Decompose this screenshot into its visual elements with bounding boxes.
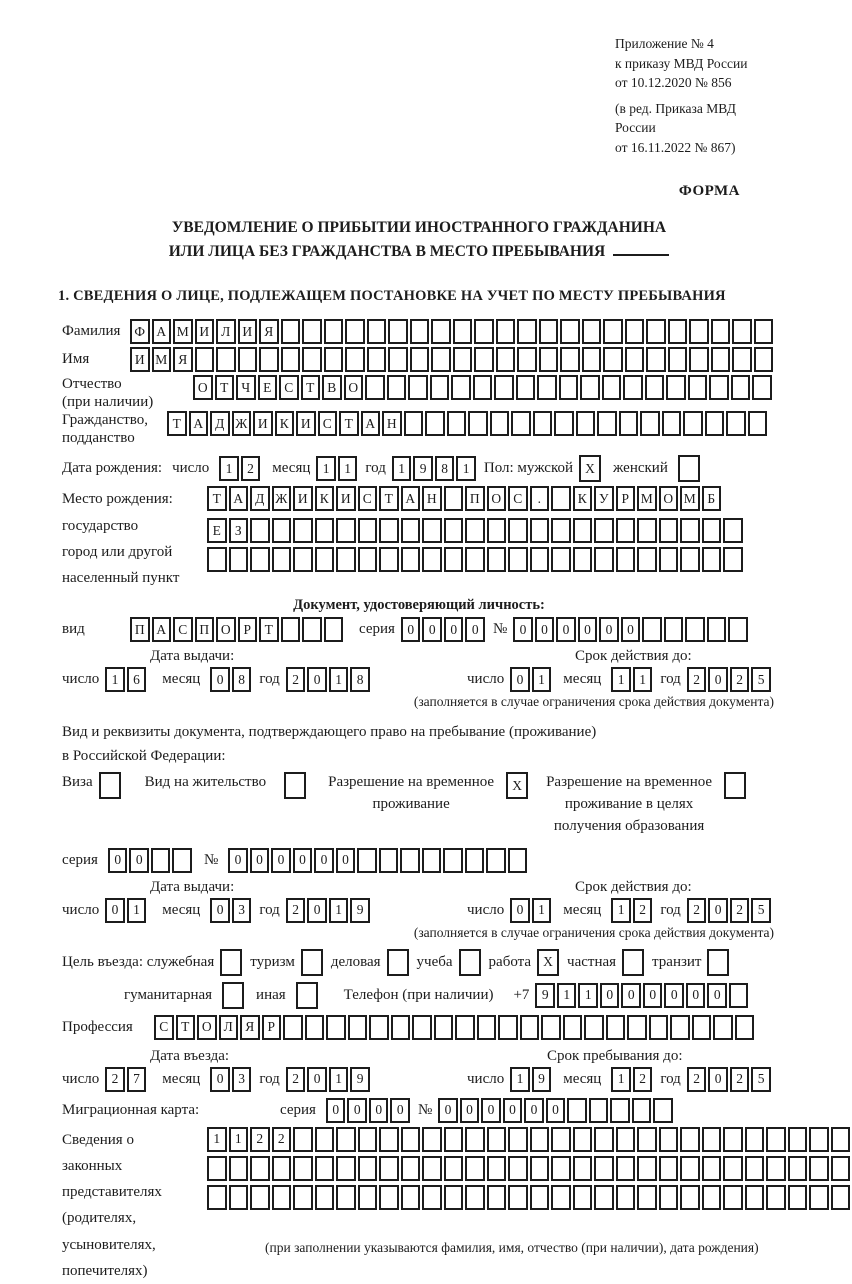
migration-number-input[interactable]: 0 0 0 0 0 0 <box>438 1098 675 1123</box>
stay-month-label: месяц <box>563 1070 602 1087</box>
residence-permit-checkbox[interactable] <box>284 772 308 799</box>
doc-kind-input[interactable]: П А С П О Р Т <box>130 617 345 642</box>
form-title-line2: ИЛИ ЛИЦА БЕЗ ГРАЖДАНСТВА В МЕСТО ПРЕБЫВАНИЯ <box>62 240 776 264</box>
doc-valid-date-block <box>407 648 773 692</box>
representatives-row2[interactable] <box>207 1156 852 1181</box>
temp-residence-label: Разрешение на временное проживание <box>328 774 495 813</box>
purpose-tourism-checkbox[interactable] <box>301 949 325 976</box>
stay-day-label: число <box>467 1070 505 1087</box>
birth-day-input[interactable]: 1 2 <box>219 456 262 481</box>
residence-doc-options <box>62 772 776 837</box>
phone-input[interactable]: 9 1 1 0 0 0 0 0 0 <box>535 983 750 1008</box>
birth-place-inputs <box>207 486 745 591</box>
purpose-study-label: учеба <box>416 953 453 970</box>
revision-line: (в ред. Приказа МВД России <box>615 100 736 136</box>
stay-month-input[interactable]: 1 2 <box>611 1067 654 1092</box>
purpose-work-label: работа <box>488 953 532 970</box>
doc-issue-date-block <box>62 648 407 692</box>
stay-until-heading: Срок пребывания до: <box>547 1047 683 1064</box>
purpose-humanitarian-label: гуманитарная <box>124 986 213 1003</box>
birth-year-input[interactable]: 1 9 8 1 <box>392 456 478 481</box>
visa-checkbox[interactable] <box>99 772 123 799</box>
temp-residence-option <box>328 772 530 816</box>
migration-card-label: Миграционная карта: <box>62 1101 200 1118</box>
r-valid-day-label: число <box>467 901 505 918</box>
appendix-line: от 10.12.2020 № 856 <box>615 75 732 91</box>
issue-year-label: год <box>259 671 280 688</box>
entry-year-label: год <box>259 1070 280 1087</box>
purpose-other-label: иная <box>256 986 286 1003</box>
purpose-private-checkbox[interactable] <box>622 949 646 976</box>
title-blank-underline <box>613 242 669 256</box>
patronymic-input[interactable]: О Т Ч Е С Т В О <box>193 375 774 400</box>
representatives-inputs <box>207 1127 852 1284</box>
residence-issue-date-block <box>62 879 407 923</box>
doc-issue-heading: Дата выдачи: <box>150 648 235 665</box>
sex-female-label: женский <box>613 460 668 477</box>
revision-line: от 16.11.2022 № 867) <box>615 139 736 155</box>
issue-month-label: месяц <box>162 671 201 688</box>
profession-label: Профессия <box>62 1018 133 1035</box>
residence-valid-year-input[interactable]: 2 0 2 5 <box>687 898 773 923</box>
residence-number-label: № <box>203 851 219 868</box>
entry-date-block <box>62 1048 407 1092</box>
stay-until-block <box>407 1048 773 1092</box>
r-issue-day-label: число <box>62 901 100 918</box>
birth-day-label: число <box>172 460 210 477</box>
residence-issue-year-input[interactable]: 2 0 1 9 <box>286 898 372 923</box>
entry-day-label: число <box>62 1070 100 1087</box>
purpose-tourism-label: туризм <box>250 953 295 970</box>
doc-issue-year-input[interactable]: 2 0 1 8 <box>286 667 372 692</box>
sex-male-checkbox[interactable]: X <box>579 455 603 482</box>
migration-series-label: серия <box>280 1101 316 1118</box>
identity-doc-heading: Документ, удостоверяющий личность: <box>293 597 545 614</box>
entry-month-label: месяц <box>162 1070 201 1087</box>
purpose-business-checkbox[interactable] <box>387 949 411 976</box>
sex-male-label: Пол: мужской <box>483 460 574 477</box>
migration-number-label: № <box>417 1101 433 1118</box>
citizenship-input[interactable]: Т А Д Ж И К И С Т А Н <box>167 411 769 436</box>
name-input[interactable]: И М Я <box>130 347 775 372</box>
residence-number-input[interactable]: 0 0 0 0 0 0 <box>228 848 529 873</box>
entry-month-input[interactable]: 0 3 <box>210 1067 253 1092</box>
sex-female-checkbox[interactable] <box>678 455 702 482</box>
visa-label: Виза <box>62 774 93 791</box>
valid-year-label: год <box>660 671 681 688</box>
valid-month-label: месяц <box>563 671 602 688</box>
doc-issue-day-input[interactable]: 1 6 <box>105 667 148 692</box>
residence-issue-day-input[interactable]: 0 1 <box>105 898 148 923</box>
birth-month-label: месяц <box>272 460 311 477</box>
form-title <box>62 216 776 264</box>
appendix-line: к приказу МВД России <box>615 55 748 71</box>
residence-doc-heading: Вид и реквизиты документа, подтверждающего право на пребывание (проживание) в Российской Федерации: <box>62 724 597 765</box>
birth-date-label: Дата рождения: <box>62 460 163 477</box>
representatives-row3[interactable] <box>207 1185 852 1210</box>
birth-place-row3[interactable] <box>207 547 745 572</box>
residence-issue-heading: Дата выдачи: <box>150 878 235 895</box>
phone-prefix: +7 <box>513 986 530 1003</box>
purpose-transit-checkbox[interactable] <box>707 949 731 976</box>
appendix-block <box>615 34 776 157</box>
purpose-business-label: деловая <box>330 953 381 970</box>
temp-residence-edu-label: Разрешение на временное проживание в целях получения образования <box>546 774 713 834</box>
stay-year-input[interactable]: 2 0 2 5 <box>687 1067 773 1092</box>
doc-valid-day-input[interactable]: 0 1 <box>510 667 553 692</box>
r-issue-month-label: месяц <box>162 901 201 918</box>
purpose-study-checkbox[interactable] <box>459 949 483 976</box>
entry-date-heading: Дата въезда: <box>150 1047 230 1064</box>
residence-issue-month-input[interactable]: 0 3 <box>210 898 253 923</box>
birth-year-label: год <box>365 460 386 477</box>
citizenship-label: Гражданство, подданство <box>62 412 149 447</box>
entry-year-input[interactable]: 2 0 1 9 <box>286 1067 372 1092</box>
residence-valid-heading: Срок действия до: <box>575 878 692 895</box>
residence-valid-note: (заполняется в случае ограничения срока действия документа) <box>413 924 774 940</box>
doc-series-input[interactable]: 0 0 0 0 <box>401 617 487 642</box>
entry-day-input[interactable]: 2 7 <box>105 1067 148 1092</box>
doc-number-label: № <box>492 621 508 638</box>
appendix-line: Приложение № 4 <box>615 36 714 51</box>
doc-kind-label: вид <box>62 621 85 638</box>
patronymic-label: Отчество (при наличии) <box>62 376 154 411</box>
residence-valid-date-block <box>407 879 773 923</box>
doc-series-label: серия <box>359 621 395 638</box>
residence-valid-day-input[interactable]: 0 1 <box>510 898 553 923</box>
residence-permit-label: Вид на жительство <box>144 774 267 791</box>
doc-valid-heading: Срок действия до: <box>575 648 692 665</box>
doc-issue-month-input[interactable]: 0 8 <box>210 667 253 692</box>
purpose-other-checkbox[interactable] <box>296 982 320 1009</box>
r-valid-month-label: месяц <box>563 901 602 918</box>
form-title-line1: УВЕДОМЛЕНИЕ О ПРИБЫТИИ ИНОСТРАННОГО ГРАЖДАНИНА <box>171 219 667 237</box>
r-issue-year-label: год <box>259 901 280 918</box>
doc-valid-year-input[interactable]: 2 0 2 5 <box>687 667 773 692</box>
doc-valid-month-input[interactable]: 1 1 <box>611 667 654 692</box>
representatives-label: Сведения о законных представителях (родителях, усыновителях, попечителях) <box>62 1131 162 1279</box>
temp-residence-checkbox[interactable]: X <box>506 772 530 799</box>
name-label: Имя <box>62 351 90 368</box>
valid-day-label: число <box>467 671 505 688</box>
migration-series-input[interactable]: 0 0 0 0 <box>326 1098 412 1123</box>
surname-label: Фамилия <box>62 323 121 340</box>
section1-title: 1. СВЕДЕНИЯ О ЛИЦЕ, ПОДЛЕЖАЩЕМ ПОСТАНОВКЕ НА УЧЕТ ПО МЕСТУ ПРЕБЫВАНИЯ <box>58 288 726 305</box>
residence-valid-month-input[interactable]: 1 2 <box>611 898 654 923</box>
residence-series-input[interactable]: 0 0 <box>108 848 194 873</box>
temp-residence-edu-checkbox[interactable] <box>724 772 748 799</box>
residence-permit-option <box>145 772 308 799</box>
profession-input[interactable]: С Т О Л Я Р <box>154 1015 756 1040</box>
temp-residence-edu-option <box>546 772 748 837</box>
representatives-row1[interactable]: 1 1 2 2 <box>207 1127 852 1152</box>
birth-month-input[interactable]: 1 1 <box>316 456 359 481</box>
surname-input[interactable]: Ф А М И Л И Я <box>130 319 775 344</box>
stay-year-label: год <box>660 1070 681 1087</box>
purpose-humanitarian-checkbox[interactable] <box>222 982 246 1009</box>
residence-series-label: серия <box>62 851 98 868</box>
purpose-private-label: частная <box>567 953 617 970</box>
issue-day-label: число <box>62 671 100 688</box>
phone-label: Телефон (при наличии) <box>343 986 494 1003</box>
doc-number-input[interactable]: 0 0 0 0 0 0 <box>513 617 750 642</box>
r-valid-year-label: год <box>660 901 681 918</box>
purpose-work-checkbox[interactable]: X <box>537 949 561 976</box>
purpose-official-checkbox[interactable] <box>220 949 244 976</box>
doc-valid-note: (заполняется в случае ограничения срока действия документа) <box>413 694 774 710</box>
stay-day-input[interactable]: 1 9 <box>510 1067 553 1092</box>
birth-place-label: Место рождения: государство город или другой населенный пункт <box>62 491 180 587</box>
birth-place-row1[interactable]: Т А Д Ж И К И С Т А Н П О С . К У Р М О М Б <box>207 486 745 511</box>
purpose-transit-label: транзит <box>652 953 702 970</box>
entry-purpose-label: Цель въезда: служебная <box>62 953 215 970</box>
representatives-note: (при заполнении указываются фамилия, имя, отчество (при наличии), дата рождения) <box>265 1239 759 1255</box>
birth-place-row2[interactable]: Е З <box>207 518 745 543</box>
form-label: ФОРМА <box>678 183 740 200</box>
visa-option <box>62 772 123 799</box>
